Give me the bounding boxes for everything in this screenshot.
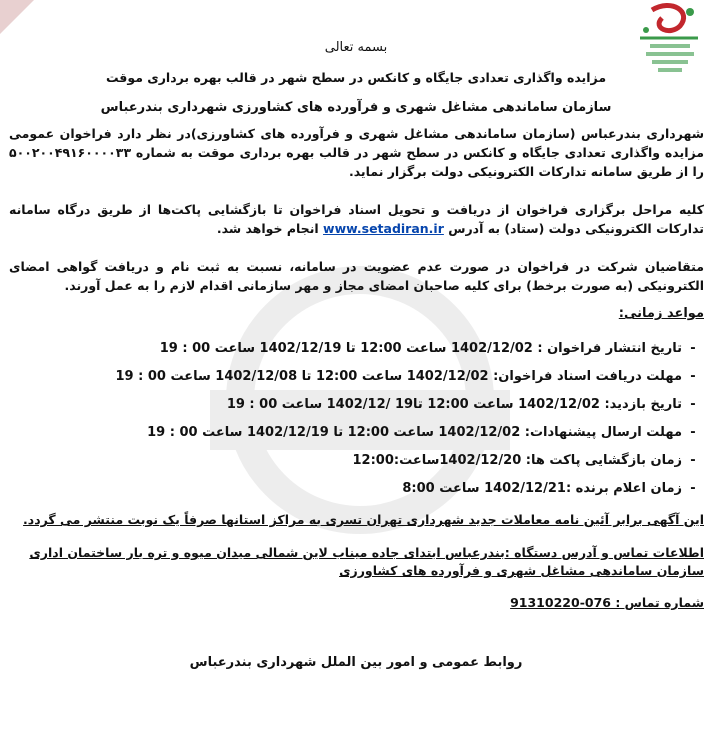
schedule-list [14,334,704,502]
bullet-dash-icon: - [690,452,696,468]
bullet-dash-icon: - [690,480,696,496]
paragraph-process [9,200,704,238]
corner-stamp-icon [0,0,34,34]
schedule-item-text: تاریخ بازدید: 1402/12/02 ساعت 12:00 تا19 /1402/12 ساعت 00 : 19 [226,396,682,412]
tender-title: مزایده واگذاری تعدادی جایگاه و کانکس در سطح شهر در قالب بهره برداری موقت [105,70,607,85]
schedule-item [14,474,704,502]
phone-number: شماره تماس : 076-91310220 [510,595,704,610]
schedule-item [14,446,704,474]
schedule-item-text: تاریخ انتشار فراخوان : 1402/12/02 ساعت 12:00 تا 1402/12/19 ساعت 00 : 19 [159,340,682,356]
schedule-item [14,362,704,390]
schedule-item [14,418,704,446]
schedule-heading: مواعد زمانی: [618,306,704,321]
bullet-dash-icon: - [690,424,696,440]
bullet-dash-icon: - [690,340,696,356]
schedule-item [14,334,704,362]
organization-name: سازمان ساماندهی مشاغل شهری و فرآورده های کشاورزی شهرداری بندرعباس [100,100,612,115]
schedule-item-text: مهلت دریافت اسناد فراخوان: 1402/12/02 ساعت 12:00 تا 1402/12/08 ساعت 00 : 19 [115,368,682,384]
publication-note: این آگهی برابر آئین نامه معاملات جدید شهرداری تهران تسری به مراکز استانها صرفاً یک نوبت منتشر می گردد. [23,512,704,527]
bullet-dash-icon: - [690,368,696,384]
schedule-item-text: مهلت ارسال پیشنهادات: 1402/12/02 ساعت 12:00 تا 1402/12/19 ساعت 00 : 19 [147,424,682,440]
contact-info: اطلاعات تماس و آدرس دستگاه :بندرعباس ابتدای جاده میناب لاین شمالی میدان میوه و تره بار ساختمان اداری سازمان ساماندهی مشاغل شهری و فرآورده های کشاورزی [29,545,704,578]
footer-signature: روابط عمومی و امور بین الملل شهرداری بندرعباس [189,655,523,670]
basmala: بسمه تعالی [324,40,388,55]
paragraph-intro: شهرداری بندرعباس (سازمان ساماندهی مشاغل شهری و فرآورده های کشاورزی)در نظر دارد فراخوان عمومی مزایده واگذاری تعدادی جایگاه و کانکس در سطح شهر در قالب بهره برداری موقت به شماره ۵۰۰۲۰۰۴۹۱۶۰۰۰۰۳۳ را از طریق سامانه تدارکات الکترونیکی دولت برگزار نماید. [9,126,704,179]
paragraph-process-tail: انجام خواهد شد. [216,221,324,236]
schedule-item [14,390,704,418]
schedule-item-text: زمان بازگشایی پاکت ها: 1402/12/20ساعت:12:00 [352,452,682,468]
paragraph-process-text: کلیه مراحل برگزاری فراخوان از دریافت و تحویل اسناد فراخوان تا بازگشایی پاکت‌ها از طریق درگاه سامانه تدارکات الکترونیکی دولت (ستاد) به آدرس [9,202,704,236]
setadiran-link[interactable]: www.setadiran.ir [323,221,444,236]
schedule-item-text: زمان اعلام برنده :1402/12/21 ساعت 8:00 [402,480,682,496]
paragraph-registration: متقاضیان شرکت در فراخوان در صورت عدم عضویت در سامانه، نسبت به ثبت نام و دریافت گواهی امضای الکترونیکی (به صورت برخط) برای کلیه صاحبان امضای مجاز و مهر سازمانی اقدام لازم را به عمل آورند. [9,259,704,293]
bullet-dash-icon: - [690,396,696,412]
